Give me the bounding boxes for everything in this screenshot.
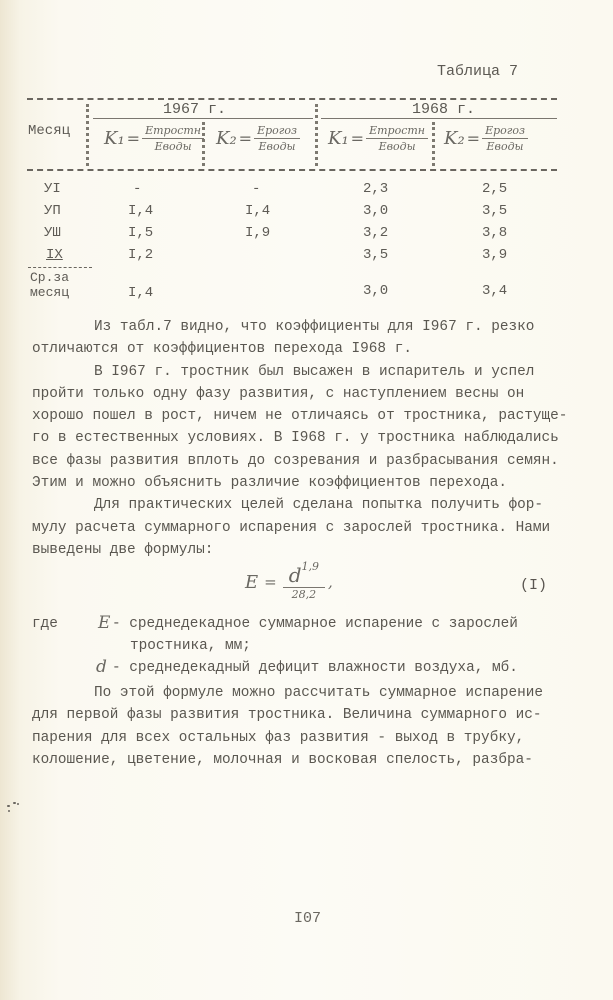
- value-cell: 3,5: [363, 247, 389, 263]
- value-cell: I,2: [128, 247, 154, 263]
- formula-fraction: [283, 560, 325, 601]
- table-header-bottom-rule: [27, 169, 557, 171]
- year-1967-underline: [93, 118, 313, 119]
- row-header-month: Месяц: [28, 123, 71, 139]
- value-cell: 3,9: [482, 247, 508, 263]
- d-description: - среднедекадный дефицит влажности воздуха, мб.: [112, 660, 518, 676]
- month-cell: IX: [46, 247, 63, 263]
- value-cell: I,4: [128, 203, 154, 219]
- equals-sign: =: [126, 129, 141, 148]
- table-top-rule: [27, 98, 557, 100]
- coef-header-1968-k2: [444, 124, 528, 153]
- E-description-line1: - среднедекадное суммарное испарение с зарослей: [112, 616, 518, 632]
- text-line: все фазы развития вплоть до созревания и разбрасывания семян.: [32, 452, 559, 469]
- E-description-line2: тростника, мм;: [130, 638, 251, 654]
- text-line: колошение, цветение, молочная и восковая спелость, разбра-: [32, 751, 533, 768]
- average-label-line1: Ср.за: [30, 270, 70, 285]
- value-cell: 2,3: [363, 181, 389, 197]
- text-line: для первой фазы развития тростника. Величина суммарного ис-: [32, 707, 542, 724]
- value-cell: I,9: [245, 225, 271, 241]
- numerator: Eтростн: [366, 124, 428, 139]
- value-cell: I,4: [245, 203, 271, 219]
- speck: [13, 802, 16, 804]
- value-cell: 2,5: [482, 181, 508, 197]
- body-text-block-1: [32, 316, 592, 561]
- value-cell: -: [252, 181, 261, 197]
- coef-symbol: K₂: [444, 128, 465, 149]
- denominator: Eводы: [258, 140, 296, 153]
- value-cell: 3,0: [363, 283, 389, 299]
- speck: [8, 810, 10, 812]
- equals-sign: =: [350, 129, 365, 148]
- month-cell: УI: [44, 181, 61, 197]
- coef-symbol: K₂: [216, 128, 237, 149]
- text-line: По этой формуле можно рассчитать суммарное испарение: [94, 685, 544, 701]
- body-text-block-2: [32, 682, 592, 771]
- page-number: I07: [294, 910, 322, 927]
- numerator: Eтростн: [142, 124, 204, 139]
- text-line: выведены две формулы:: [32, 541, 214, 558]
- formula-1: [245, 560, 333, 601]
- text-line: В I967 г. тростник был высажен в испаритель и успел: [94, 363, 535, 380]
- denominator: Eводы: [486, 140, 524, 153]
- denominator: Eводы: [378, 140, 416, 153]
- value-cell: I,4: [128, 285, 154, 301]
- text-line: парения для всех остальных фаз развития - выход в трубку,: [32, 729, 525, 746]
- value-cell: 3,5: [482, 203, 508, 219]
- equals-sign: =: [466, 129, 481, 148]
- text-line: го в естественных условиях. В I968 г. у тростника наблюдались: [32, 430, 559, 447]
- text-line: хорошо пошел в рост, ничем не отличаясь от тростника, растуще-: [32, 408, 568, 425]
- value-cell: I,5: [128, 225, 154, 241]
- year-1967-header: 1967 г.: [163, 101, 227, 118]
- numerator: Eрогоз: [482, 124, 528, 139]
- coef-symbol: K₁: [104, 128, 125, 149]
- value-cell: 3,4: [482, 283, 508, 299]
- month-cell: УП: [44, 203, 61, 219]
- year-1968-header: 1968 г.: [412, 101, 476, 118]
- month-cell: УШ: [44, 225, 61, 241]
- coef-header-1968-k1: [328, 124, 428, 153]
- value-cell: 3,2: [363, 225, 389, 241]
- text-line: Для практических целей сделана попытка получить фор-: [94, 497, 544, 514]
- text-line: мулу расчета суммарного испарения с зарослей тростника. Нами: [32, 519, 551, 536]
- column-divider: [432, 122, 435, 166]
- numerator: Eрогоз: [254, 124, 300, 139]
- denominator: Eводы: [154, 140, 192, 153]
- average-label-line2: месяц: [30, 285, 70, 300]
- value-cell: 3,8: [482, 225, 508, 241]
- text-line: пройти только одну фазу развития, с наступлением весны он: [32, 385, 525, 402]
- numerator-base: d: [288, 563, 302, 587]
- column-divider: [86, 104, 89, 166]
- year-1968-underline: [321, 118, 557, 119]
- coef-header-1967-k2: [216, 124, 300, 153]
- text-line: Этим и можно объяснить различие коэффициентов перехода.: [32, 475, 507, 492]
- text-line: Из табл.7 видно, что коэффициенты для I967 г. резко: [94, 319, 535, 335]
- formula-equals: =: [264, 573, 277, 591]
- formula-lhs: E: [245, 571, 259, 593]
- coef-header-1967-k1: [104, 124, 204, 153]
- value-cell: -: [133, 181, 142, 197]
- column-divider: [315, 104, 318, 166]
- numerator-exponent: 1,9: [301, 560, 320, 574]
- formula-comma: ,: [328, 573, 333, 591]
- speck: [17, 803, 19, 805]
- value-cell: 3,0: [363, 203, 389, 219]
- coef-symbol: K₁: [328, 128, 349, 149]
- symbol-E: E: [98, 613, 111, 633]
- formula-numerator: [283, 560, 325, 588]
- where-label: где: [32, 616, 58, 632]
- text-line: отличаются от коэффициентов перехода I968 г.: [32, 341, 412, 358]
- speck: [7, 805, 10, 807]
- table-caption: Таблица 7: [437, 63, 519, 80]
- symbol-d: d: [96, 657, 107, 677]
- equation-number: (I): [520, 577, 548, 594]
- formula-denominator: 28,2: [291, 588, 317, 601]
- average-separator: [28, 267, 92, 268]
- equals-sign: =: [238, 129, 253, 148]
